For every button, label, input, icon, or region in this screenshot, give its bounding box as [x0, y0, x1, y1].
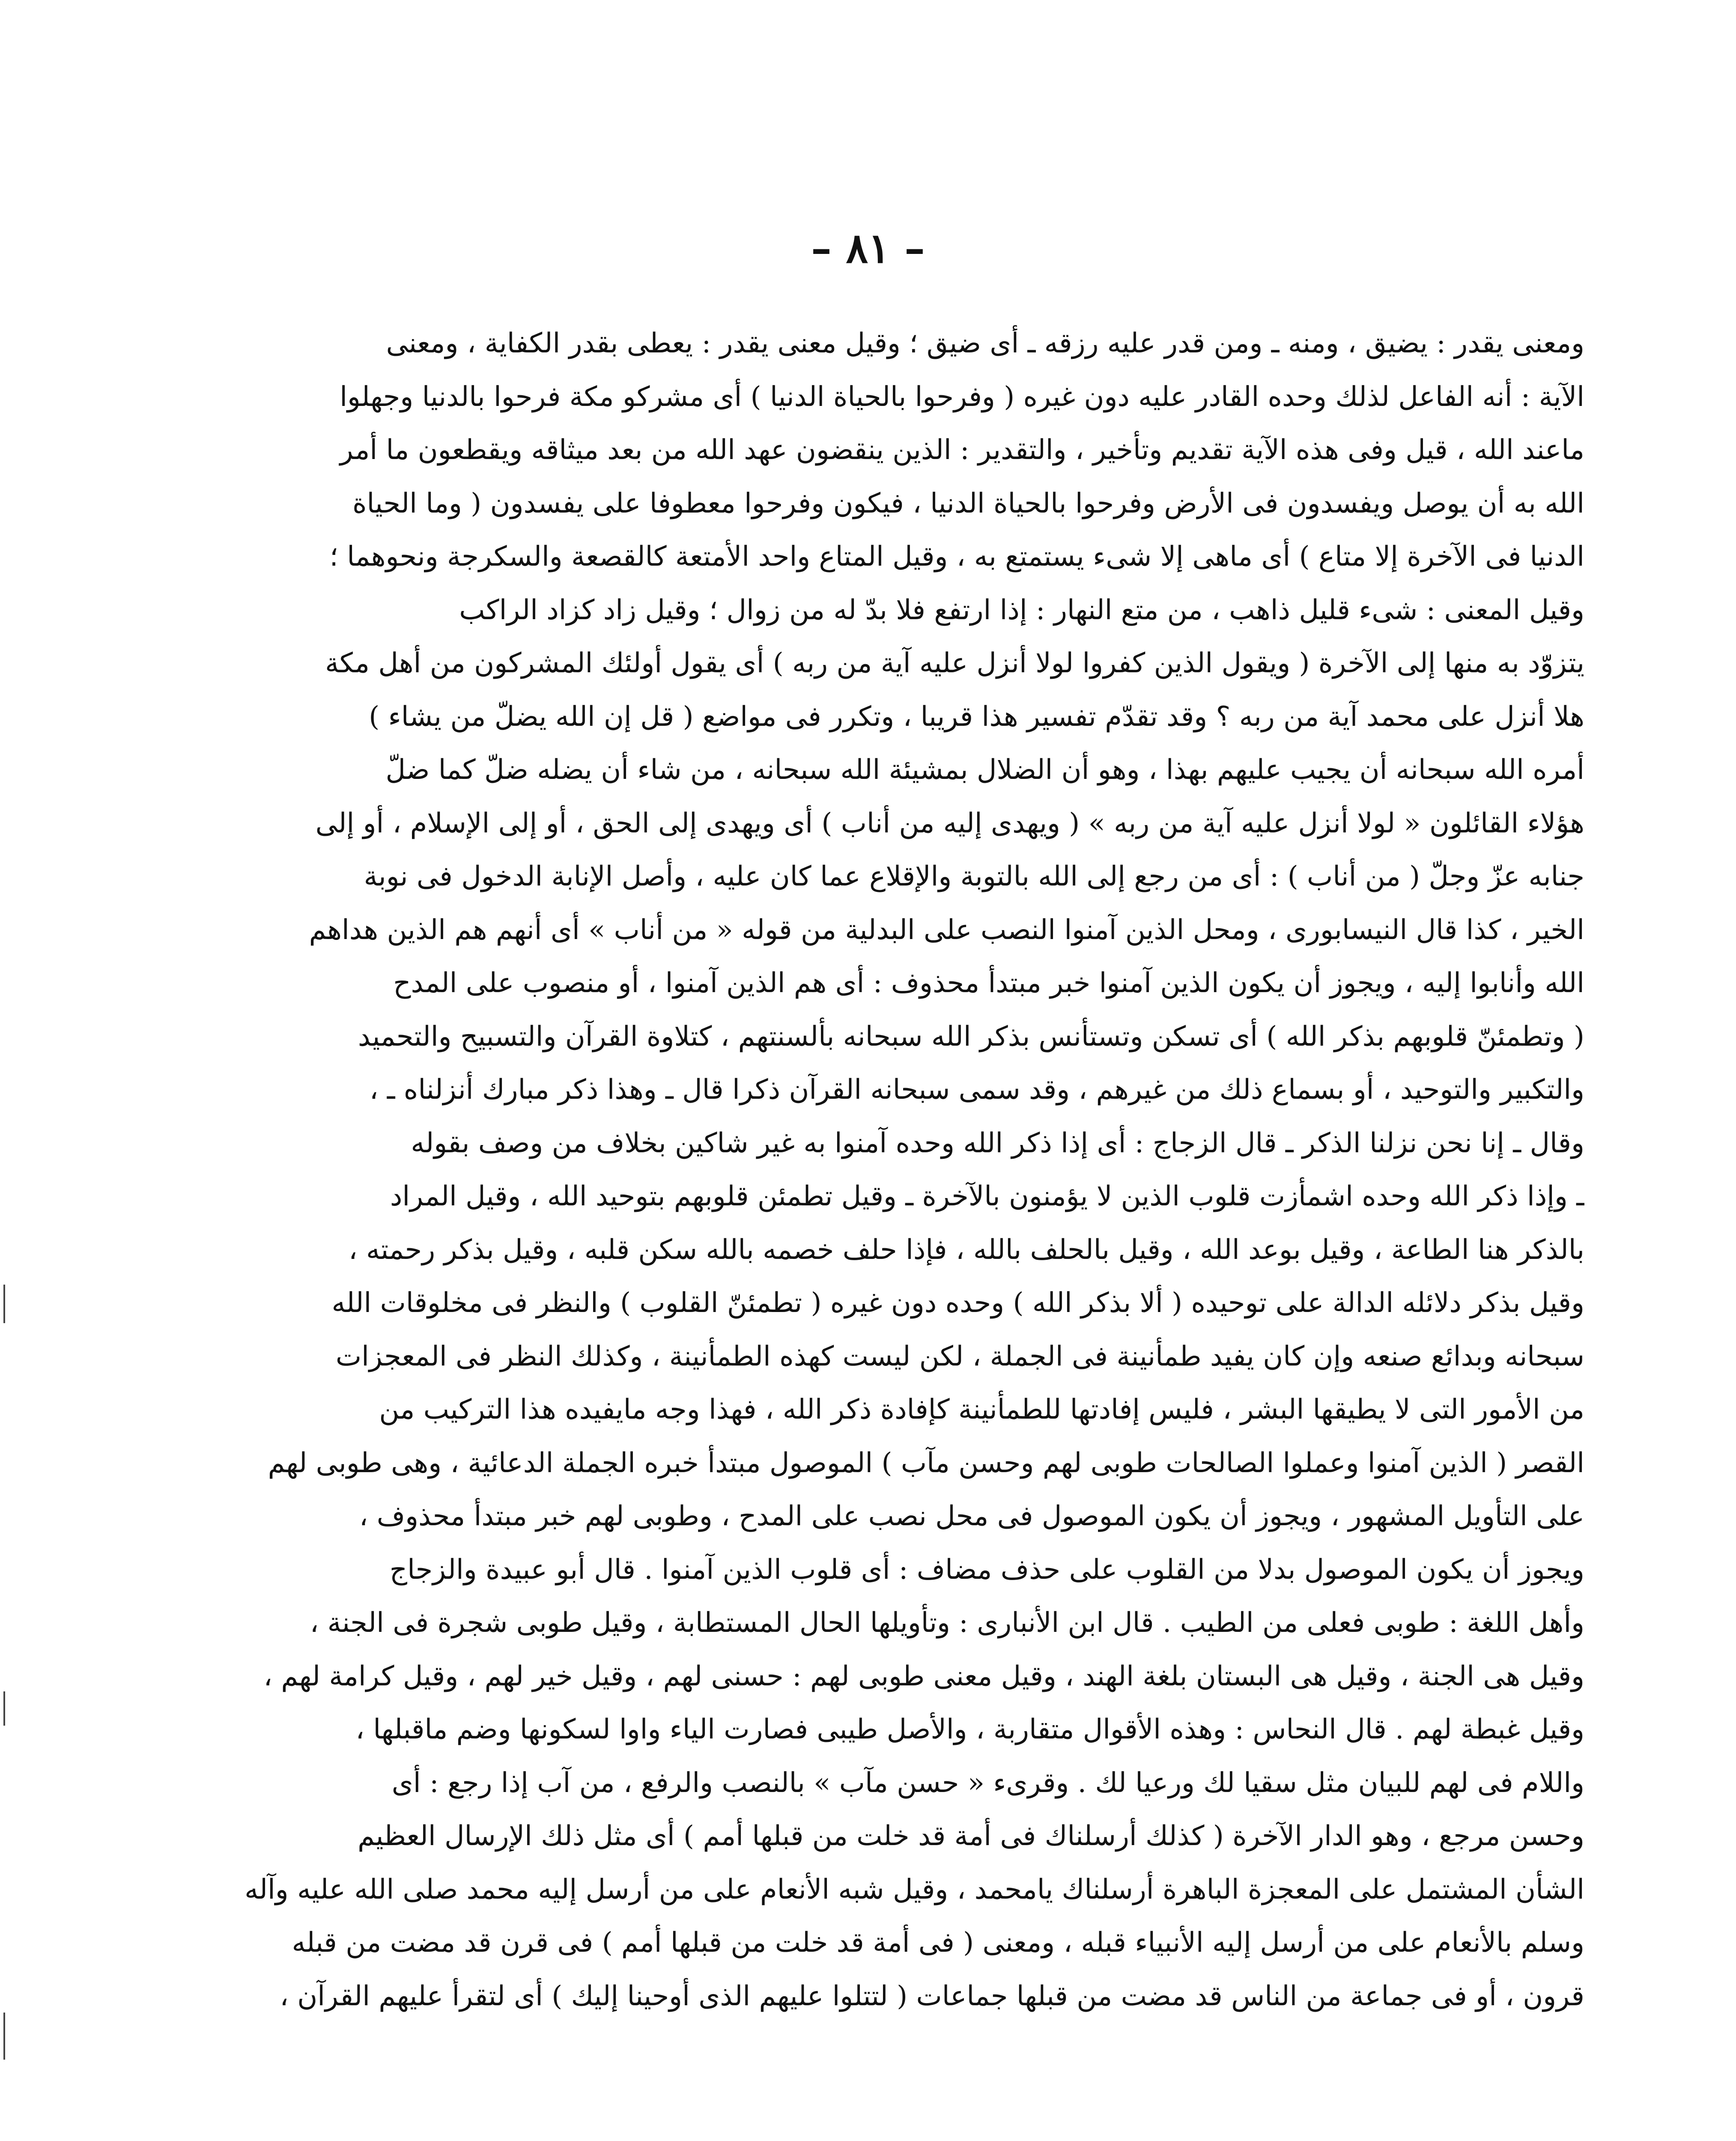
text-line: بالذكر هنا الطاعة ، وقيل بوعد الله ، وقيل بالحلف بالله ، فإذا حلف خصمه بالله سكن قلبه ، وقيل بذكر رحمته ،	[349, 1234, 1584, 1266]
text-line: الله وأنابوا إليه ، ويجوز أن يكون الذين آمنوا خبر مبتدأ محذوف : أى هم الذين آمنوا ، أو منصوب على المدح	[393, 967, 1584, 999]
text-line: أمره الله سبحانه أن يجيب عليهم بهذا ، وهو أن الضلال بمشيئة الله سبحانه ، من شاء أن يضله ضلّ كما ضلّ	[385, 754, 1584, 786]
text-line: الله به أن يوصل ويفسدون فى الأرض وفرحوا بالحياة الدنيا ، فيكون وفرحوا معطوفا على يفسدون ( وما الحياة	[352, 487, 1584, 519]
text-line: يتزوّد به منها إلى الآخرة ( ويقول الذين كفروا لولا أنزل عليه آية من ربه ) أى يقول أولئك المشركون من أهل مكة	[325, 647, 1584, 679]
text-line: القصر ( الذين آمنوا وعملوا الصالحات طوبى لهم وحسن مآب ) الموصول مبتدأ خبره الجملة الدعائية ، وهى طوبى لهم	[268, 1447, 1584, 1479]
text-line: ماعند الله ، قيل وفى هذه الآية تقديم وتأخير ، والتقدير : الذين ينقضون عهد الله من بعد ميثاقه ويقطعون ما أمر	[340, 434, 1584, 466]
text-line: وسلم بالأنعام على من أرسل إليه الأنبياء قبله ، ومعنى ( فى أمة قد خلت من قبلها أمم ) فى قرن قد مضت من قبله	[292, 1927, 1584, 1959]
text-line: هلا أنزل على محمد آية من ربه ؟ وقد تقدّم تفسير هذا قريبا ، وتكرر فى مواضع ( قل إن الله يضلّ من يشاء )	[369, 701, 1584, 733]
text-line: والتكبير والتوحيد ، أو بسماع ذلك من غيرهم ، وقد سمى سبحانه القرآن ذكرا قال ـ وهذا ذكر مبارك أنزلناه ـ ،	[369, 1074, 1584, 1106]
scan-edge-mark	[3, 1285, 5, 1323]
text-line: واللام فى لهم للبيان مثل سقيا لك ورعيا لك . وقرىء « حسن مآب » بالنصب والرفع ، من آب إذا رجع : أى	[391, 1767, 1584, 1799]
text-line: سبحانه وبدائع صنعه وإن كان يفيد طمأنينة فى الجملة ، لكن ليست كهذه الطمأنينة ، وكذلك النظر فى المعجزات	[335, 1340, 1584, 1372]
text-line: وقيل المعنى : شىء قليل ذاهب ، من متع النهار : إذا ارتفع فلا بدّ له من زوال ؛ وقيل زاد كزاد الراكب	[459, 594, 1584, 626]
text-line: وأهل اللغة : طوبى فعلى من الطيب . قال ابن الأنبارى : وتأويلها الحال المستطابة ، وقيل طوبى شجرة فى الجنة ،	[310, 1607, 1584, 1639]
scan-edge-mark	[3, 1691, 5, 1726]
text-line: من الأمور التى لا يطيقها البشر ، فليس إفادتها للطمأنينة كإفادة ذكر الله ، فهذا وجه مايفيده هذا التركيب من	[379, 1394, 1584, 1425]
text-line: جنابه عزّ وجلّ ( من أناب ) : أى من رجع إلى الله بالتوبة والإقلاع عما كان عليه ، وأصل الإنابة الدخول فى نوبة	[364, 861, 1584, 892]
text-line: على التأويل المشهور ، ويجوز أن يكون الموصول فى محل نصب على المدح ، وطوبى لهم خبر مبتدأ محذوف ،	[359, 1500, 1584, 1532]
text-line: ويجوز أن يكون الموصول بدلا من القلوب على حذف مضاف : أى قلوب الذين آمنوا . قال أبو عبيدة والزجاج	[389, 1554, 1584, 1586]
text-line: هؤلاء القائلون « لولا أنزل عليه آية من ربه » ( ويهدى إليه من أناب ) أى ويهدى إلى الحق ، أو إلى الإسلام ، أو إلى	[315, 807, 1584, 839]
text-line: وقيل هى الجنة ، وقيل هى البستان بلغة الهند ، وقيل معنى طوبى لهم : حسنى لهم ، وقيل خير لهم ، وقيل كرامة لهم ،	[263, 1660, 1584, 1692]
body-text	[188, 317, 1584, 2023]
text-line: وقال ـ إنا نحن نزلنا الذكر ـ قال الزجاج : أى إذا ذكر الله وحده آمنوا به غير شاكين بخلاف من وصف بقوله	[411, 1127, 1584, 1159]
text-line: ومعنى يقدر : يضيق ، ومنه ـ ومن قدر عليه رزقه ـ أى ضيق ؛ وقيل معنى يقدر : يعطى بقدر الكفاية ، ومعنى	[386, 328, 1584, 359]
text-line: الخير ، كذا قال النيسابورى ، ومحل الذين آمنوا النصب على البدلية من قوله « من أناب » أى أنهم هم الذين هداهم	[309, 914, 1584, 946]
page-number: – ٨١ –	[811, 224, 925, 272]
text-line: الشأن المشتمل على المعجزة الباهرة أرسلناك يامحمد ، وقيل شبه الأنعام على من أرسل إليه محمد صلى الله عليه وآله	[245, 1873, 1584, 1905]
text-line: قرون ، أو فى جماعة من الناس قد مضت من قبلها جماعات ( لتتلوا عليهم الذى أوحينا إليك ) أى لتقرأ عليهم القرآن ،	[280, 1980, 1584, 2012]
text-line: الدنيا فى الآخرة إلا متاع ) أى ماهى إلا شىء يستمتع به ، وقيل المتاع واحد الأمتعة كالقصعة والسكرجة ونحوهما ؛	[329, 541, 1584, 573]
scan-edge-mark	[3, 2013, 5, 2060]
text-line: ( وتطمئنّ قلوبهم بذكر الله ) أى تسكن وتستأنس بذكر الله سبحانه بألسنتهم ، كتلاوة القرآن والتسبيح والتحميد	[358, 1020, 1584, 1053]
text-line: الآية : أنه الفاعل لذلك وحده القادر عليه دون غيره ( وفرحوا بالحياة الدنيا ) أى مشركو مكة فرحوا بالدنيا وجهلوا	[340, 381, 1584, 413]
text-line: وقيل بذكر دلائله الدالة على توحيده ( ألا بذكر الله ) وحده دون غيره ( تطمئنّ القلوب ) والنظر فى مخلوقات الله	[331, 1287, 1584, 1319]
text-line: وقيل غبطة لهم . قال النحاس : وهذه الأقوال متقاربة ، والأصل طيبى فصارت الياء واوا لسكونها وضم ماقبلها ،	[355, 1714, 1584, 1745]
text-line: ـ وإذا ذكر الله وحده اشمأزت قلوب الذين لا يؤمنون بالآخرة ـ وقيل تطمئن قلوبهم بتوحيد الله ، وقيل المراد	[390, 1181, 1584, 1212]
text-line: وحسن مرجع ، وهو الدار الآخرة ( كذلك أرسلناك فى أمة قد خلت من قبلها أمم ) أى مثل ذلك الإرسال العظيم	[358, 1820, 1584, 1852]
